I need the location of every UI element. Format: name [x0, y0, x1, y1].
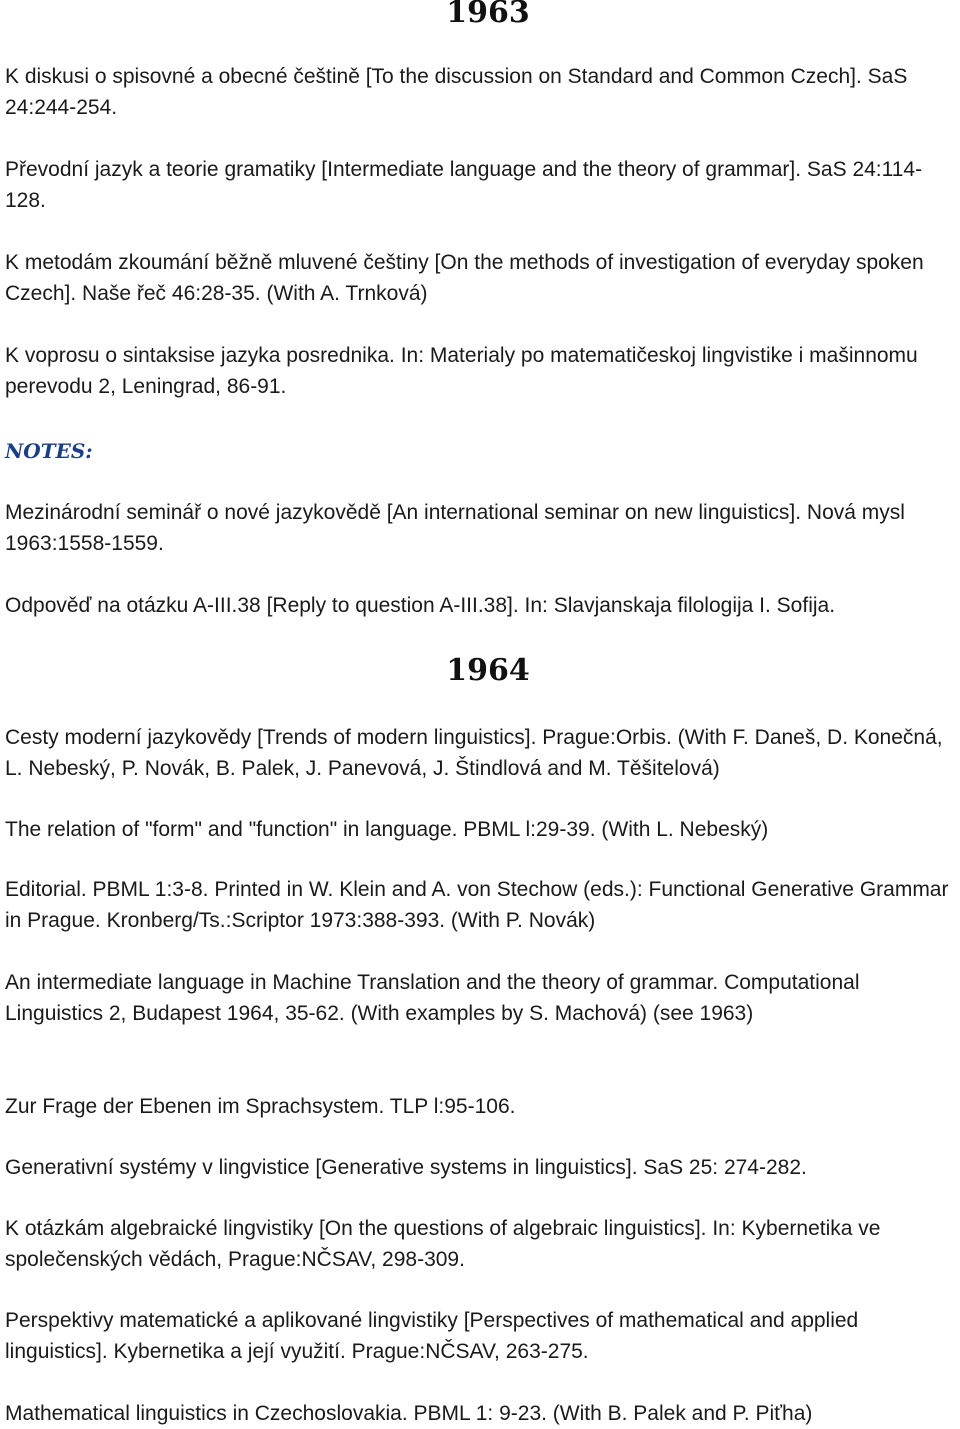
bibliography-entry: Editorial. PBML 1:3-8. Printed in W. Klein and A. von Stechow (eds.): Functional Generative Grammar in Prague. Kronberg/Ts.:Scriptor 1973:388-393. (With P. Novák)	[5, 878, 949, 932]
year-heading-1964: 1964	[446, 653, 530, 688]
bibliography-entry: Zur Frage der Ebenen im Sprachsystem. TLP l:95-106.	[5, 1095, 516, 1118]
bibliography-entry: Převodní jazyk a teorie gramatiky [Intermediate language and the theory of grammar]. SaS 24:114-128.	[5, 158, 923, 212]
bibliography-entry: K voprosu o sintaksise jazyka posrednika. In: Materialy po matematičeskoj lingvistike i mašinnomu perevodu 2, Leningrad, 86-91.	[5, 344, 918, 398]
bibliography-entry: Perspektivy matematické a aplikované lingvistiky [Perspectives of mathematical and applied linguistics]. Kybernetika a její využití. Prague:NČSAV, 263-275.	[5, 1309, 859, 1363]
bibliography-entry: The relation of "form" and "function" in language. PBML l:29-39. (With L. Nebeský)	[5, 818, 769, 841]
bibliography-entry: K diskusi o spisovné a obecné češtině [To the discussion on Standard and Common Czech]. SaS 24:244-254.	[5, 65, 908, 119]
bibliography-entry: K otázkám algebraické lingvistiky [On the questions of algebraic linguistics]. In: Kybernetika ve společenských vědách, Prague:NČSAV, 298-309.	[5, 1217, 881, 1271]
year-heading-1963: 1963	[446, 0, 530, 30]
bibliography-entry: An intermediate language in Machine Translation and the theory of grammar. Computational Linguistics 2, Budapest 1964, 35-62. (With examples by S. Machová) (see 1963)	[5, 971, 860, 1025]
bibliography-entry: Odpověď na otázku A-III.38 [Reply to question A-III.38]. In: Slavjanskaja filologija I. Sofija.	[5, 594, 836, 617]
bibliography-entry: Generativní systémy v lingvistice [Generative systems in linguistics]. SaS 25: 274-282.	[5, 1156, 807, 1179]
notes-heading: NOTES:	[5, 439, 93, 463]
bibliography-entry: Cesty moderní jazykovědy [Trends of modern linguistics]. Prague:Orbis. (With F. Daneš, D. Konečná, L. Nebeský, P. Novák, B. Palek, J. Panevová, J. Štindlová and M. Těšitelová)	[5, 726, 943, 780]
bibliography-entry: Mezinárodní seminář o nové jazykovědě [An international seminar on new linguistics]. Nová mysl 1963:1558-1559.	[5, 501, 905, 555]
bibliography-entry: K metodám zkoumání běžně mluvené češtiny [On the methods of investigation of everyday spoken Czech]. Naše řeč 46:28-35. (With A. Trnková)	[5, 251, 924, 305]
bibliography-entry: Mathematical linguistics in Czechoslovakia. PBML 1: 9-23. (With B. Palek and P. Piťha)	[5, 1402, 813, 1425]
